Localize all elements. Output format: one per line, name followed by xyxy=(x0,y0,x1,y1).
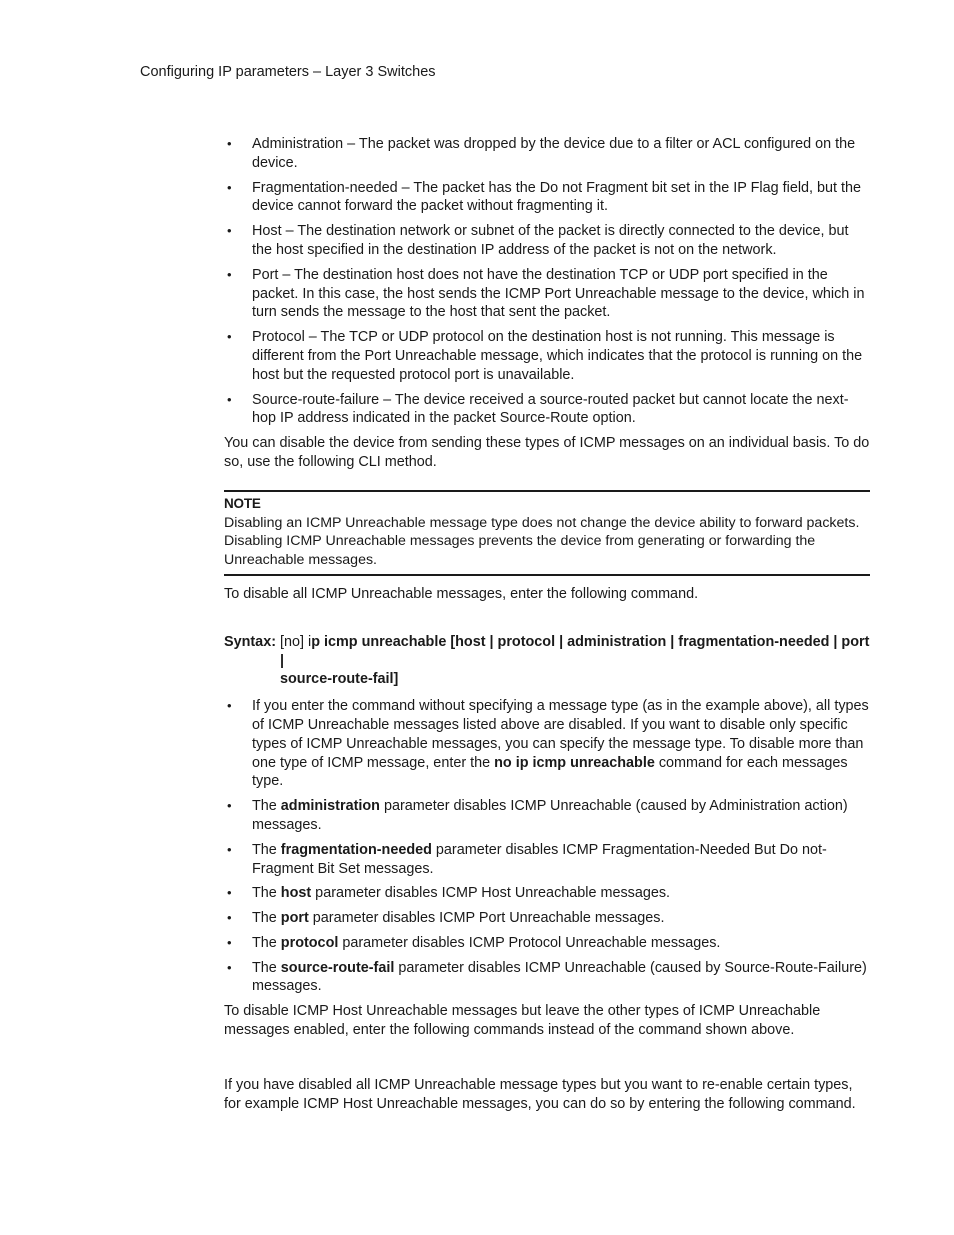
list-item-text: The xyxy=(252,841,281,858)
list-item-text: parameter disables ICMP Fragmentation-Needed But Do not-Fragment Bit Set messages. xyxy=(252,841,827,877)
syntax-line-2: | xyxy=(280,652,285,669)
list-item xyxy=(224,841,870,879)
host-only-paragraph: To disable ICMP Host Unreachable messages but leave the other types of ICMP Unreachable messages enabled, enter the following commands instead of the command shown above. xyxy=(224,1003,821,1039)
bullet-icon: • xyxy=(227,698,232,714)
command-keyword: no ip icmp unreachable xyxy=(494,754,655,771)
list-item-text: If you enter the command without specifying a message type (as in the example above), all types of ICMP Unreachable messages listed above are disabled. If you want to disable only specific types of ICMP Unreachable messages, you can specify the message type. To disable more than one type of ICMP message, enter the xyxy=(252,698,869,771)
parameter-keyword: source-route-fail xyxy=(280,959,395,976)
bullet-icon: • xyxy=(227,934,232,950)
intro-paragraph: You can disable the device from sending these types of ICMP messages on an individual basis. To do so, use the following CLI method. xyxy=(224,435,870,470)
bullet-icon: • xyxy=(227,179,232,195)
list-item xyxy=(224,797,870,835)
bullet-icon: • xyxy=(227,798,232,814)
bullet-icon: • xyxy=(227,223,232,239)
syntax-block xyxy=(224,633,870,689)
list-item-text: Fragmentation-needed – The packet has the Do not Fragment bit set in the IP Flag field, but the device cannot forward the packet without fragmenting it. xyxy=(252,179,862,215)
parameter-keyword: fragmentation-needed xyxy=(280,841,432,858)
list-item xyxy=(224,884,870,903)
list-item-text: parameter disables ICMP Port Unreachable messages. xyxy=(308,910,665,927)
bullet-icon: • xyxy=(227,885,232,901)
list-item xyxy=(224,959,870,997)
list-item xyxy=(224,266,870,322)
list-item xyxy=(224,934,870,953)
parameter-keyword: protocol xyxy=(280,934,339,951)
list-item-text: command for each messages type. xyxy=(252,754,848,790)
list-item-text: parameter disables ICMP Unreachable (caused by Administration action) messages. xyxy=(252,798,848,833)
bullet-icon: • xyxy=(227,841,232,857)
parameter-keyword: host xyxy=(280,885,312,902)
list-item-text: The xyxy=(252,885,281,902)
note-label: NOTE xyxy=(224,495,261,511)
page-content xyxy=(224,135,870,1119)
list-item xyxy=(224,222,870,260)
list-item xyxy=(224,328,870,384)
list-item-text: Source-route-failure – The device received a source-routed packet but cannot locate the next-hop IP address indicated in the packet Source-Route option. xyxy=(252,391,849,427)
list-item xyxy=(224,179,870,217)
parameter-list xyxy=(224,697,870,996)
syntax-label: Syntax: xyxy=(224,633,276,650)
list-item-text: The xyxy=(252,798,281,815)
list-item xyxy=(224,135,870,173)
bullet-icon: • xyxy=(227,266,232,282)
bullet-icon: • xyxy=(227,329,232,345)
list-item-text: parameter disables ICMP Host Unreachable messages. xyxy=(311,885,671,902)
unreachable-types-list xyxy=(224,135,870,428)
reenable-paragraph: If you have disabled all ICMP Unreachable message types but you want to re-enable certain types, for example ICMP Host Unreachable messages, you can do so by entering the following command. xyxy=(224,1076,856,1112)
syntax-prefix: [no] i xyxy=(280,633,312,650)
list-item-text: parameter disables ICMP Protocol Unreachable messages. xyxy=(338,934,721,951)
bullet-icon: • xyxy=(227,910,232,926)
bullet-icon: • xyxy=(227,136,232,151)
list-item-text: Administration – The packet was dropped by the device due to a filter or ACL configured on the device. xyxy=(252,136,856,171)
note-text: Disabling an ICMP Unreachable message type does not change the device ability to forward packets. Disabling ICMP Unreachable messages prevents the device from generating or forwarding the Unreachable messages. xyxy=(224,514,860,569)
note-box xyxy=(224,490,870,576)
list-item-text: The xyxy=(252,934,281,951)
list-item-text: Protocol – The TCP or UDP protocol on the destination host is not running. This message is different from the Port Unreachable message, which indicates that the protocol is running on the host but the requested protocol port is unavailable. xyxy=(252,329,863,383)
list-item-text: The xyxy=(252,959,281,976)
list-item xyxy=(224,909,870,928)
disable-all-paragraph: To disable all ICMP Unreachable messages, enter the following command. xyxy=(224,585,699,602)
list-item-text: Port – The destination host does not have the destination TCP or UDP port specified in the packet. In this case, the host sends the ICMP Port Unreachable message to the device, which in turn sends the message to the host that sent the packet. xyxy=(252,266,865,321)
bullet-icon: • xyxy=(227,959,232,975)
bullet-icon: • xyxy=(227,391,232,407)
list-item-text: Host – The destination network or subnet of the packet is directly connected to the device, but the host specified in the destination IP address of the packet is not on the network. xyxy=(252,223,849,258)
list-item xyxy=(224,697,870,791)
syntax-line-1 xyxy=(280,633,870,652)
list-item-text: The xyxy=(252,910,281,927)
syntax-body xyxy=(280,633,870,689)
parameter-keyword: administration xyxy=(280,798,380,815)
parameter-keyword: port xyxy=(280,910,309,927)
syntax-command: p icmp unreachable [host | protocol | administration | fragmentation-needed | port xyxy=(311,633,870,650)
running-header: Configuring IP parameters – Layer 3 Switches xyxy=(140,64,436,80)
list-item xyxy=(224,391,870,429)
list-item-text: parameter disables ICMP Unreachable (caused by Source-Route-Failure) messages. xyxy=(252,959,867,995)
syntax-line-3: source-route-fail] xyxy=(280,671,399,688)
